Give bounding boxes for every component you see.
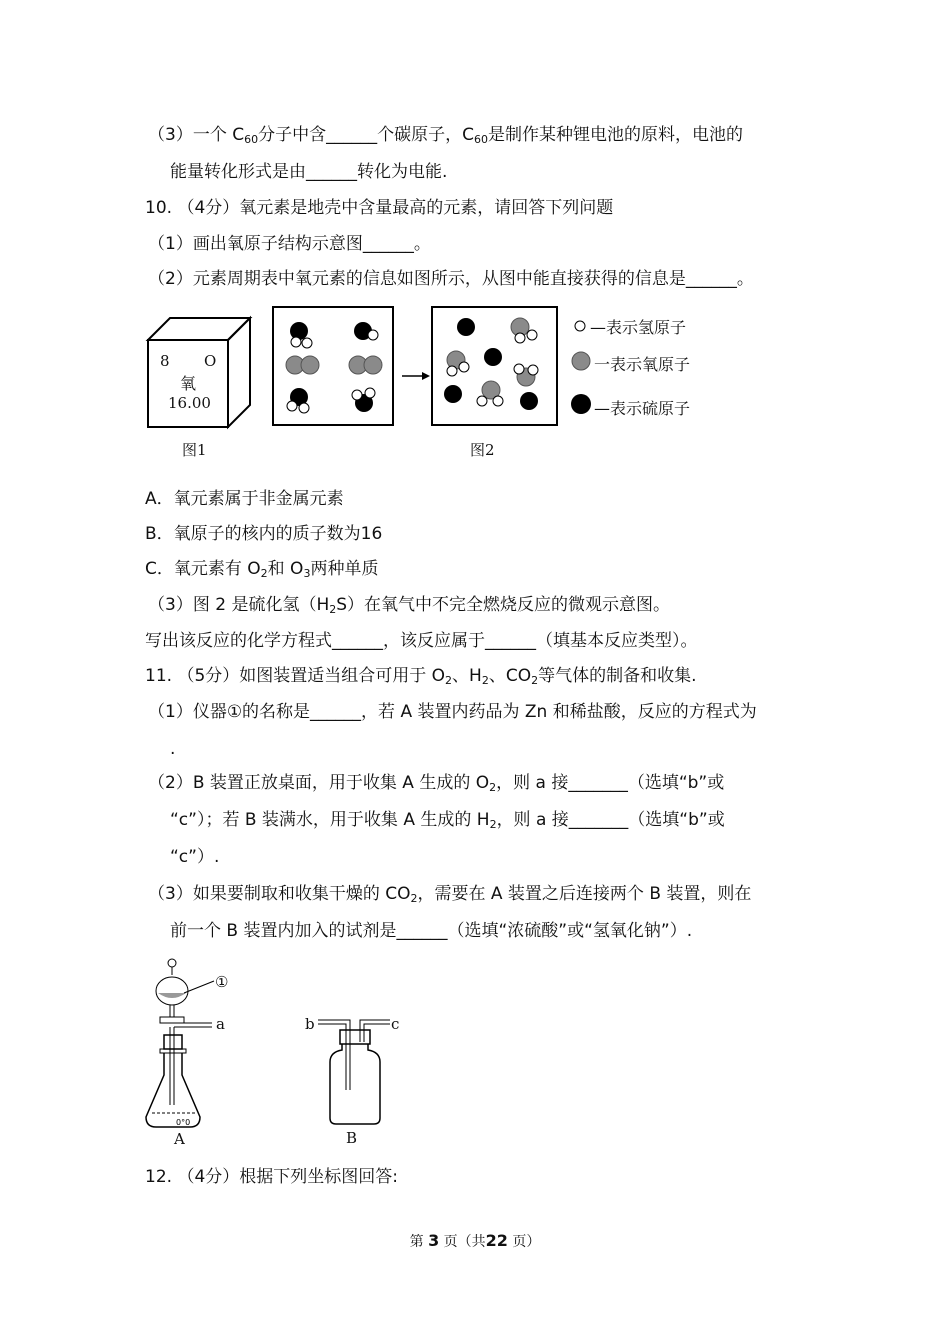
page-footer: 第 3 页（共22 页） [409, 1231, 541, 1250]
element-name: 氧 [180, 374, 197, 393]
q11-part2-line3: “c”）. [170, 847, 220, 867]
q10-part1: （1）画出氧原子结构示意图______。 [148, 234, 431, 254]
legend-oxygen-icon [570, 350, 592, 372]
figure1-element-cell [140, 310, 260, 430]
legend-hydrogen-label: —表示氢原子 [590, 318, 687, 337]
q9-part3-line2: 能量转化形式是由______转化为电能. [170, 162, 448, 182]
apparatus-b-bottle [310, 1010, 400, 1130]
q11-part3-line1: （3）如果要制取和收集干燥的 $CO_2$，需要在 A 装置之后连接两个 B 装置，则在 [148, 884, 752, 905]
port-a: a [216, 1015, 225, 1033]
legend-sulfur-icon [570, 393, 592, 415]
element-mass: 16.00 [168, 394, 211, 412]
q11-stem: 11. （5分）如图装置适当组合可用于 $O_2$、$H_2$、$CO_2$等气体的制备和收集. [145, 666, 697, 687]
q11-part3-line2: 前一个 B 装置内加入的试剂是______（选填“浓硫酸”或“氢氧化钠”）. [170, 921, 693, 941]
marker-1: ① [215, 973, 229, 991]
q10-part3-line2: 写出该反应的化学方程式______，该反应属于______（填基本反应类型）。 [145, 631, 698, 651]
figure2-caption: 图2 [470, 441, 495, 459]
option-a: A．氧元素属于非金属元素 [145, 489, 344, 509]
q11-part2-line2: “c”）；若 B 装满水，用于收集 A 生成的 $H_2$，则 a 接_______（选填“b”或 [170, 810, 725, 831]
port-c: c [391, 1015, 400, 1033]
q11-part1-end: . [170, 739, 176, 759]
label-b: B [346, 1129, 358, 1147]
q12-stem: 12. （4分）根据下列坐标图回答: [145, 1167, 398, 1187]
legend-oxygen-label: 一表示氧原子 [594, 355, 691, 374]
q10-part3-line1: （3）图 2 是硫化氢$(H_2S)$在氧气中不完全燃烧反应的微观示意图。 [148, 595, 671, 616]
svg-text:0°0: 0°0 [176, 1118, 191, 1127]
figure2-reaction-diagram [270, 305, 570, 430]
label-a: A [174, 1130, 185, 1148]
option-b: B．氧原子的核内的质子数为16 [145, 524, 383, 544]
legend-hydrogen-icon [572, 318, 588, 334]
q9-part3-line1: （3）一个 $C_{60}$分子中含______个碳原子，$C_{60}$是制作某种锂电池的原料，电池的 [148, 125, 743, 146]
q10-part2: （2）元素周期表中氧元素的信息如图所示，从图中能直接获得的信息是______。 [148, 269, 754, 289]
port-b: b [305, 1015, 315, 1033]
q10-stem: 10. （4分）氧元素是地壳中含量最高的元素，请回答下列问题 [145, 198, 614, 218]
element-number: 8 [160, 352, 170, 370]
q11-part2-line1: （2）B 装置正放桌面，用于收集 A 生成的 $O_2$，则 a 接_______（选填“b”或 [148, 773, 725, 794]
option-c: C．氧元素有 $O_2$和 $O_3$两种单质 [145, 559, 379, 580]
q11-part1: （1）仪器①的名称是______，若 A 装置内药品为 Zn 和稀盐酸，反应的方程式为 [148, 702, 757, 722]
figure1-caption: 图1 [182, 441, 207, 459]
legend-sulfur-label: —表示硫原子 [594, 399, 691, 418]
element-symbol: O [204, 352, 217, 370]
